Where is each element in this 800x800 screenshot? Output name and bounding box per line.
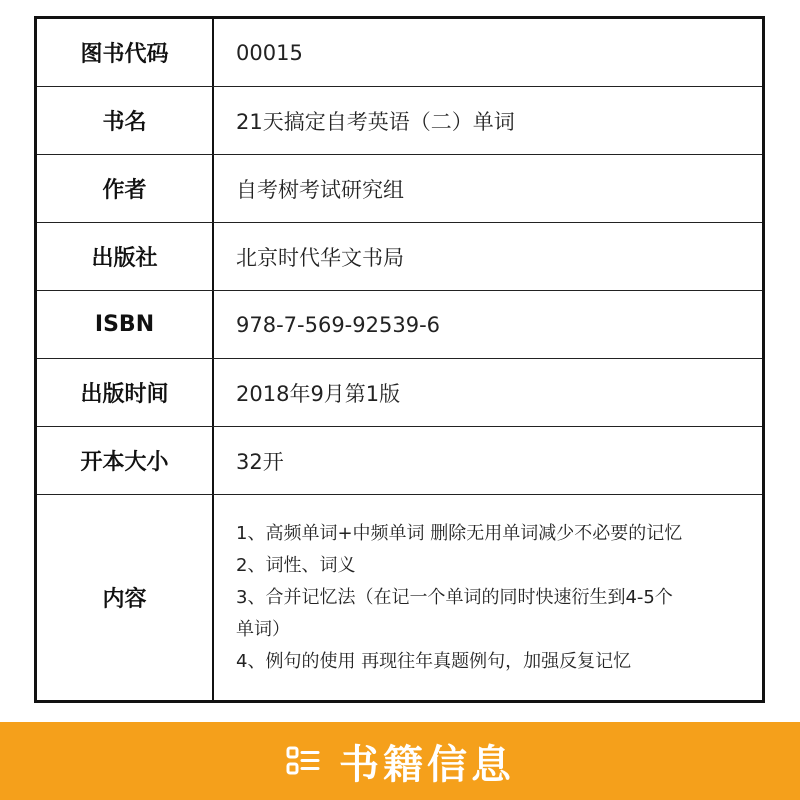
table-row <box>37 19 762 87</box>
row-value: 21天搞定自考英语（二）单词 <box>236 109 515 134</box>
table-row <box>37 223 762 291</box>
list-icon <box>285 743 321 779</box>
banner-title: 书籍信息 <box>339 741 515 788</box>
row-value: 32开 <box>236 449 284 474</box>
row-label: 内容 <box>37 495 214 700</box>
content-line: 单词） <box>236 618 290 640</box>
book-info-table <box>34 16 765 703</box>
row-label: 出版时间 <box>37 359 214 426</box>
content-line: 1、高频单词+中频单词 删除无用单词减少不必要的记忆 <box>236 522 683 544</box>
row-label: 书名 <box>37 87 214 154</box>
table-row <box>37 155 762 223</box>
row-value: 978-7-569-92539-6 <box>236 312 441 337</box>
row-label: 出版社 <box>37 223 214 290</box>
table-row <box>37 291 762 359</box>
row-value: 2018年9月第1版 <box>236 381 401 406</box>
content-line: 3、合并记忆法（在记一个单词的同时快速衍生到4-5个 <box>236 586 673 608</box>
table-row <box>37 359 762 427</box>
table-row <box>37 87 762 155</box>
row-value: 北京时代华文书局 <box>236 245 404 270</box>
table-row-content <box>37 495 762 700</box>
row-value: 00015 <box>236 40 303 65</box>
content-list <box>214 495 682 700</box>
table-row <box>37 427 762 495</box>
row-label: ISBN <box>37 291 214 358</box>
row-label: 开本大小 <box>37 427 214 494</box>
row-label: 图书代码 <box>37 19 214 86</box>
section-banner <box>0 722 800 800</box>
row-value: 自考树考试研究组 <box>236 177 404 202</box>
row-label: 作者 <box>37 155 214 222</box>
content-line: 2、词性、词义 <box>236 554 356 576</box>
content-line: 4、例句的使用 再现往年真题例句，加强反复记忆 <box>236 650 632 672</box>
